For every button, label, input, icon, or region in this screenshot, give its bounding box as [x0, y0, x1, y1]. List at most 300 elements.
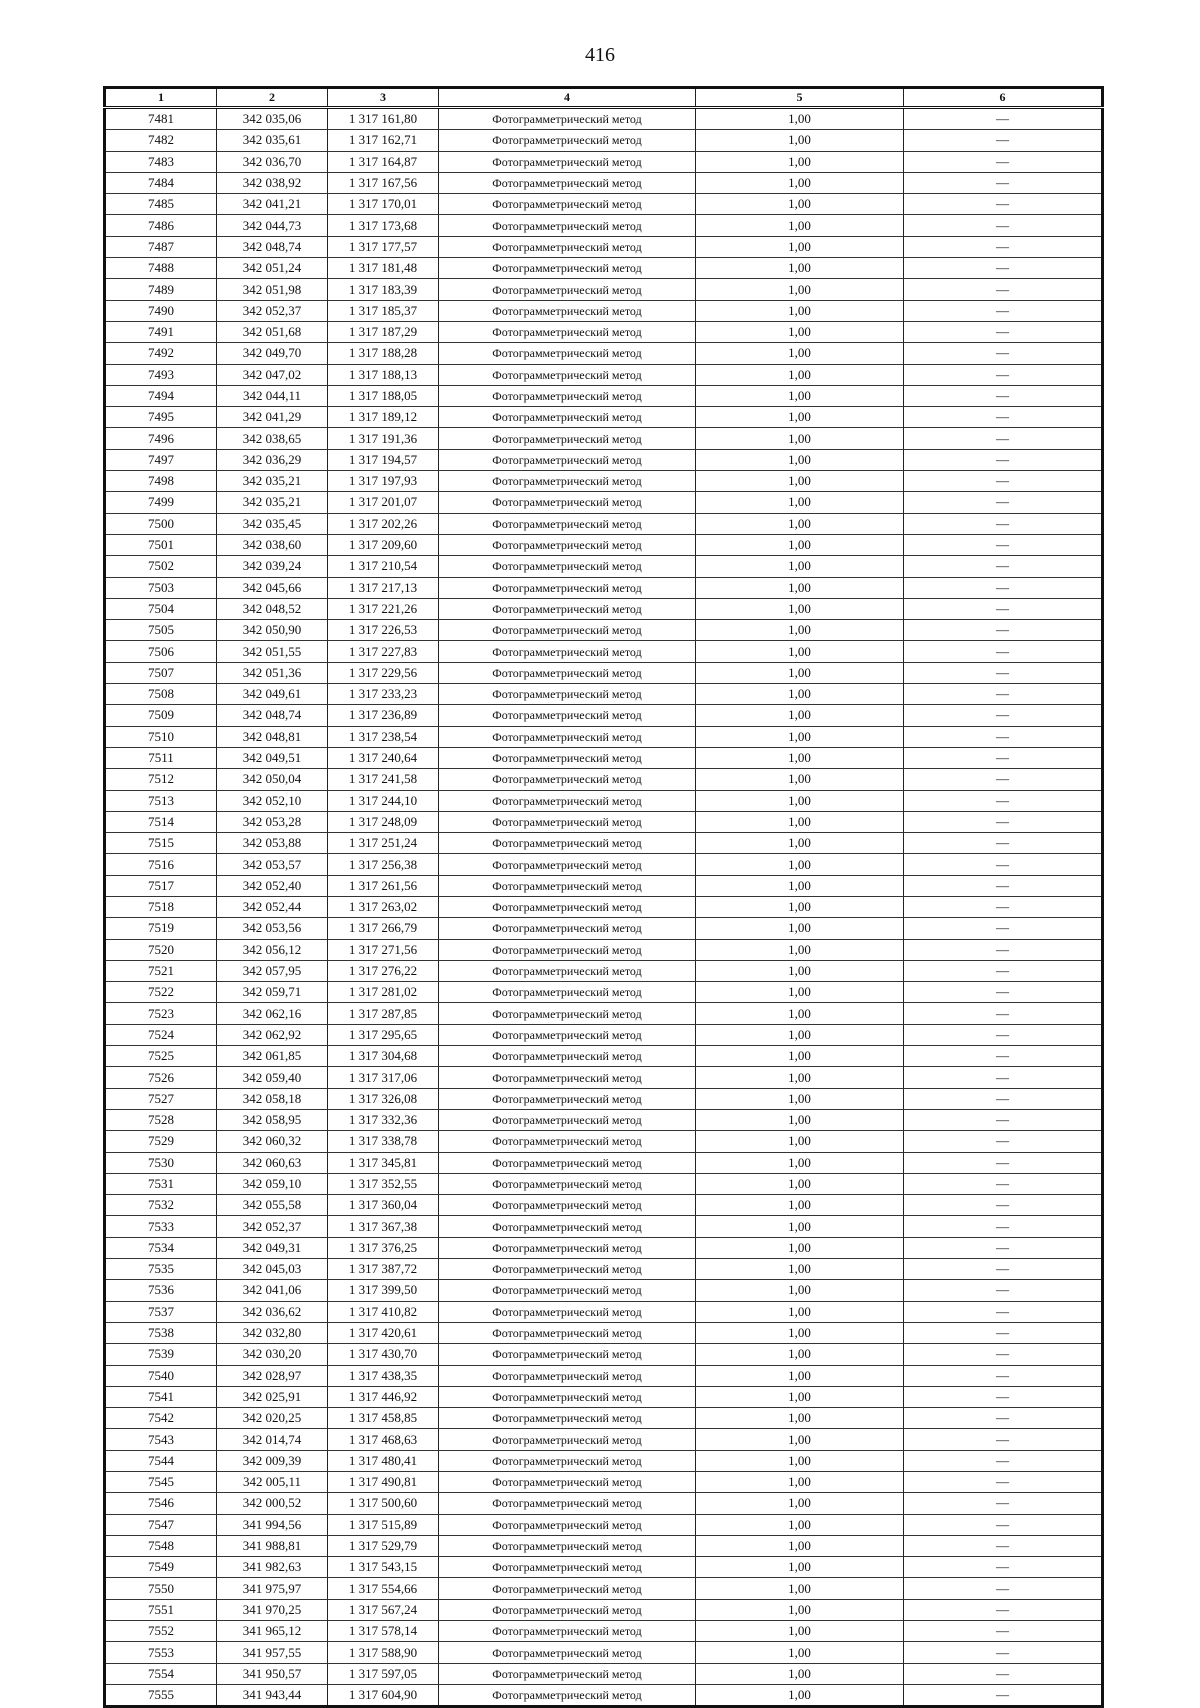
- cell-y-coordinate: 1 317 295,65: [328, 1024, 439, 1045]
- cell-x-coordinate: 342 035,45: [217, 513, 328, 534]
- cell-x-coordinate: 342 059,71: [217, 982, 328, 1003]
- cell-x-coordinate: 342 052,37: [217, 300, 328, 321]
- cell-method: Фотограмметрический метод: [439, 833, 696, 854]
- cell-x-coordinate: 342 041,29: [217, 407, 328, 428]
- table-row: [105, 1642, 1103, 1663]
- table-row: [105, 960, 1103, 981]
- cell-accuracy: 1,00: [696, 130, 904, 151]
- cell-x-coordinate: 342 052,10: [217, 790, 328, 811]
- table-row: [105, 705, 1103, 726]
- cell-point-number: 7530: [105, 1152, 217, 1173]
- cell-accuracy: 1,00: [696, 684, 904, 705]
- cell-y-coordinate: 1 317 420,61: [328, 1322, 439, 1343]
- column-header-note: 6: [904, 88, 1103, 108]
- table-row: [105, 513, 1103, 534]
- cell-point-number: 7520: [105, 939, 217, 960]
- cell-point-number: 7528: [105, 1109, 217, 1130]
- cell-accuracy: 1,00: [696, 172, 904, 193]
- cell-note: —: [904, 385, 1103, 406]
- cell-x-coordinate: 342 038,92: [217, 172, 328, 193]
- cell-y-coordinate: 1 317 183,39: [328, 279, 439, 300]
- cell-x-coordinate: 342 058,18: [217, 1088, 328, 1109]
- table-row: [105, 1493, 1103, 1514]
- table-row: [105, 1386, 1103, 1407]
- cell-note: —: [904, 982, 1103, 1003]
- cell-point-number: 7543: [105, 1429, 217, 1450]
- cell-note: —: [904, 1621, 1103, 1642]
- cell-y-coordinate: 1 317 430,70: [328, 1344, 439, 1365]
- cell-accuracy: 1,00: [696, 896, 904, 917]
- cell-note: —: [904, 1067, 1103, 1088]
- cell-method: Фотограмметрический метод: [439, 1237, 696, 1258]
- cell-x-coordinate: 342 049,61: [217, 684, 328, 705]
- cell-method: Фотограмметрический метод: [439, 364, 696, 385]
- cell-x-coordinate: 342 044,11: [217, 385, 328, 406]
- cell-point-number: 7546: [105, 1493, 217, 1514]
- cell-point-number: 7495: [105, 407, 217, 428]
- cell-accuracy: 1,00: [696, 598, 904, 619]
- cell-y-coordinate: 1 317 210,54: [328, 556, 439, 577]
- cell-method: Фотограмметрический метод: [439, 960, 696, 981]
- cell-y-coordinate: 1 317 468,63: [328, 1429, 439, 1450]
- cell-note: —: [904, 1365, 1103, 1386]
- cell-method: Фотограмметрический метод: [439, 321, 696, 342]
- cell-note: —: [904, 1663, 1103, 1684]
- cell-accuracy: 1,00: [696, 1535, 904, 1556]
- cell-point-number: 7517: [105, 875, 217, 896]
- cell-method: Фотограмметрический метод: [439, 1408, 696, 1429]
- cell-method: Фотограмметрический метод: [439, 194, 696, 215]
- cell-accuracy: 1,00: [696, 1237, 904, 1258]
- cell-y-coordinate: 1 317 543,15: [328, 1557, 439, 1578]
- cell-note: —: [904, 343, 1103, 364]
- cell-x-coordinate: 342 032,80: [217, 1322, 328, 1343]
- table-row: [105, 896, 1103, 917]
- cell-y-coordinate: 1 317 197,93: [328, 471, 439, 492]
- cell-note: —: [904, 811, 1103, 832]
- cell-note: —: [904, 556, 1103, 577]
- cell-method: Фотограмметрический метод: [439, 769, 696, 790]
- cell-y-coordinate: 1 317 221,26: [328, 598, 439, 619]
- cell-y-coordinate: 1 317 588,90: [328, 1642, 439, 1663]
- cell-point-number: 7501: [105, 534, 217, 555]
- cell-y-coordinate: 1 317 367,38: [328, 1216, 439, 1237]
- cell-point-number: 7518: [105, 896, 217, 917]
- cell-y-coordinate: 1 317 515,89: [328, 1514, 439, 1535]
- cell-accuracy: 1,00: [696, 747, 904, 768]
- cell-note: —: [904, 1152, 1103, 1173]
- cell-y-coordinate: 1 317 194,57: [328, 449, 439, 470]
- table-row: [105, 641, 1103, 662]
- cell-point-number: 7524: [105, 1024, 217, 1045]
- cell-accuracy: 1,00: [696, 1450, 904, 1471]
- table-row: [105, 1514, 1103, 1535]
- cell-point-number: 7491: [105, 321, 217, 342]
- table-header: [105, 88, 1103, 108]
- cell-point-number: 7506: [105, 641, 217, 662]
- table-row: [105, 556, 1103, 577]
- cell-accuracy: 1,00: [696, 1003, 904, 1024]
- cell-y-coordinate: 1 317 238,54: [328, 726, 439, 747]
- cell-point-number: 7507: [105, 662, 217, 683]
- cell-x-coordinate: 342 052,40: [217, 875, 328, 896]
- cell-y-coordinate: 1 317 248,09: [328, 811, 439, 832]
- cell-method: Фотограмметрический метод: [439, 1472, 696, 1493]
- cell-accuracy: 1,00: [696, 1067, 904, 1088]
- cell-accuracy: 1,00: [696, 1557, 904, 1578]
- cell-x-coordinate: 342 025,91: [217, 1386, 328, 1407]
- cell-note: —: [904, 364, 1103, 385]
- cell-y-coordinate: 1 317 201,07: [328, 492, 439, 513]
- cell-point-number: 7550: [105, 1578, 217, 1599]
- cell-accuracy: 1,00: [696, 918, 904, 939]
- cell-accuracy: 1,00: [696, 1046, 904, 1067]
- table-row: [105, 811, 1103, 832]
- cell-point-number: 7552: [105, 1621, 217, 1642]
- cell-note: —: [904, 833, 1103, 854]
- cell-x-coordinate: 342 050,04: [217, 769, 328, 790]
- cell-point-number: 7548: [105, 1535, 217, 1556]
- cell-x-coordinate: 342 051,24: [217, 258, 328, 279]
- cell-x-coordinate: 342 048,52: [217, 598, 328, 619]
- cell-x-coordinate: 342 020,25: [217, 1408, 328, 1429]
- table-row: [105, 1131, 1103, 1152]
- cell-method: Фотограмметрический метод: [439, 939, 696, 960]
- cell-point-number: 7497: [105, 449, 217, 470]
- cell-x-coordinate: 342 051,68: [217, 321, 328, 342]
- cell-note: —: [904, 747, 1103, 768]
- cell-point-number: 7515: [105, 833, 217, 854]
- cell-x-coordinate: 341 957,55: [217, 1642, 328, 1663]
- cell-method: Фотограмметрический метод: [439, 300, 696, 321]
- cell-x-coordinate: 342 051,98: [217, 279, 328, 300]
- cell-accuracy: 1,00: [696, 194, 904, 215]
- cell-note: —: [904, 769, 1103, 790]
- cell-y-coordinate: 1 317 173,68: [328, 215, 439, 236]
- cell-y-coordinate: 1 317 233,23: [328, 684, 439, 705]
- cell-y-coordinate: 1 317 287,85: [328, 1003, 439, 1024]
- table-row: [105, 982, 1103, 1003]
- cell-point-number: 7492: [105, 343, 217, 364]
- cell-note: —: [904, 1684, 1103, 1706]
- cell-accuracy: 1,00: [696, 1131, 904, 1152]
- table-row: [105, 1046, 1103, 1067]
- cell-accuracy: 1,00: [696, 1599, 904, 1620]
- cell-point-number: 7504: [105, 598, 217, 619]
- table-row: [105, 1365, 1103, 1386]
- cell-accuracy: 1,00: [696, 428, 904, 449]
- cell-y-coordinate: 1 317 332,36: [328, 1109, 439, 1130]
- cell-y-coordinate: 1 317 458,85: [328, 1408, 439, 1429]
- cell-accuracy: 1,00: [696, 1280, 904, 1301]
- cell-note: —: [904, 918, 1103, 939]
- cell-note: —: [904, 1046, 1103, 1067]
- cell-accuracy: 1,00: [696, 1365, 904, 1386]
- cell-note: —: [904, 1024, 1103, 1045]
- cell-point-number: 7481: [105, 108, 217, 130]
- cell-point-number: 7532: [105, 1195, 217, 1216]
- cell-note: —: [904, 726, 1103, 747]
- table-row: [105, 471, 1103, 492]
- table-row: [105, 1088, 1103, 1109]
- cell-method: Фотограмметрический метод: [439, 896, 696, 917]
- cell-x-coordinate: 342 035,21: [217, 492, 328, 513]
- cell-y-coordinate: 1 317 438,35: [328, 1365, 439, 1386]
- page-number: 416: [585, 44, 615, 66]
- cell-accuracy: 1,00: [696, 151, 904, 172]
- cell-point-number: 7489: [105, 279, 217, 300]
- cell-method: Фотограмметрический метод: [439, 428, 696, 449]
- table-row: [105, 1003, 1103, 1024]
- cell-x-coordinate: 342 053,56: [217, 918, 328, 939]
- cell-method: Фотограмметрический метод: [439, 577, 696, 598]
- cell-y-coordinate: 1 317 304,68: [328, 1046, 439, 1067]
- cell-y-coordinate: 1 317 191,36: [328, 428, 439, 449]
- cell-note: —: [904, 1280, 1103, 1301]
- cell-point-number: 7487: [105, 236, 217, 257]
- cell-method: Фотограмметрический метод: [439, 471, 696, 492]
- cell-y-coordinate: 1 317 529,79: [328, 1535, 439, 1556]
- table-row: [105, 151, 1103, 172]
- cell-point-number: 7484: [105, 172, 217, 193]
- cell-note: —: [904, 939, 1103, 960]
- cell-note: —: [904, 598, 1103, 619]
- cell-x-coordinate: 342 048,81: [217, 726, 328, 747]
- table-row: [105, 854, 1103, 875]
- cell-note: —: [904, 1109, 1103, 1130]
- cell-note: —: [904, 1344, 1103, 1365]
- cell-accuracy: 1,00: [696, 939, 904, 960]
- cell-y-coordinate: 1 317 170,01: [328, 194, 439, 215]
- cell-accuracy: 1,00: [696, 300, 904, 321]
- cell-point-number: 7496: [105, 428, 217, 449]
- cell-point-number: 7525: [105, 1046, 217, 1067]
- cell-note: —: [904, 236, 1103, 257]
- table-row: [105, 449, 1103, 470]
- cell-x-coordinate: 342 055,58: [217, 1195, 328, 1216]
- cell-y-coordinate: 1 317 188,13: [328, 364, 439, 385]
- table-row: [105, 769, 1103, 790]
- cell-y-coordinate: 1 317 241,58: [328, 769, 439, 790]
- cell-x-coordinate: 342 052,44: [217, 896, 328, 917]
- cell-note: —: [904, 1195, 1103, 1216]
- cell-accuracy: 1,00: [696, 790, 904, 811]
- cell-accuracy: 1,00: [696, 1386, 904, 1407]
- cell-x-coordinate: 342 048,74: [217, 705, 328, 726]
- cell-method: Фотограмметрический метод: [439, 982, 696, 1003]
- column-header-method: 4: [439, 88, 696, 108]
- cell-accuracy: 1,00: [696, 492, 904, 513]
- cell-accuracy: 1,00: [696, 471, 904, 492]
- cell-accuracy: 1,00: [696, 1344, 904, 1365]
- cell-x-coordinate: 342 048,74: [217, 236, 328, 257]
- table-row: [105, 598, 1103, 619]
- cell-method: Фотограмметрический метод: [439, 279, 696, 300]
- cell-method: Фотограмметрический метод: [439, 1344, 696, 1365]
- table-row: [105, 1535, 1103, 1556]
- cell-method: Фотограмметрический метод: [439, 1024, 696, 1045]
- table-row: [105, 364, 1103, 385]
- cell-point-number: 7514: [105, 811, 217, 832]
- cell-x-coordinate: 341 994,56: [217, 1514, 328, 1535]
- cell-accuracy: 1,00: [696, 662, 904, 683]
- cell-point-number: 7519: [105, 918, 217, 939]
- cell-x-coordinate: 342 036,70: [217, 151, 328, 172]
- cell-accuracy: 1,00: [696, 534, 904, 555]
- cell-method: Фотограмметрический метод: [439, 1003, 696, 1024]
- cell-x-coordinate: 342 036,29: [217, 449, 328, 470]
- cell-note: —: [904, 1003, 1103, 1024]
- cell-x-coordinate: 342 041,06: [217, 1280, 328, 1301]
- cell-point-number: 7542: [105, 1408, 217, 1429]
- cell-note: —: [904, 1642, 1103, 1663]
- cell-x-coordinate: 342 059,10: [217, 1173, 328, 1194]
- cell-note: —: [904, 151, 1103, 172]
- cell-y-coordinate: 1 317 188,28: [328, 343, 439, 364]
- table-row: [105, 236, 1103, 257]
- table-row: [105, 172, 1103, 193]
- cell-method: Фотограмметрический метод: [439, 449, 696, 470]
- cell-method: Фотограмметрический метод: [439, 1131, 696, 1152]
- cell-accuracy: 1,00: [696, 1259, 904, 1280]
- cell-method: Фотограмметрический метод: [439, 790, 696, 811]
- table-row: [105, 300, 1103, 321]
- table-row: [105, 343, 1103, 364]
- cell-point-number: 7493: [105, 364, 217, 385]
- cell-note: —: [904, 705, 1103, 726]
- cell-x-coordinate: 342 005,11: [217, 1472, 328, 1493]
- cell-method: Фотограмметрический метод: [439, 620, 696, 641]
- cell-note: —: [904, 1237, 1103, 1258]
- cell-method: Фотограмметрический метод: [439, 598, 696, 619]
- cell-point-number: 7502: [105, 556, 217, 577]
- cell-note: —: [904, 1535, 1103, 1556]
- cell-note: —: [904, 108, 1103, 130]
- cell-y-coordinate: 1 317 376,25: [328, 1237, 439, 1258]
- cell-accuracy: 1,00: [696, 1493, 904, 1514]
- cell-x-coordinate: 342 053,88: [217, 833, 328, 854]
- cell-method: Фотограмметрический метод: [439, 1259, 696, 1280]
- table-row: [105, 662, 1103, 683]
- cell-x-coordinate: 342 051,55: [217, 641, 328, 662]
- cell-note: —: [904, 896, 1103, 917]
- cell-note: —: [904, 492, 1103, 513]
- cell-x-coordinate: 342 057,95: [217, 960, 328, 981]
- cell-accuracy: 1,00: [696, 1322, 904, 1343]
- cell-x-coordinate: 342 044,73: [217, 215, 328, 236]
- cell-method: Фотограмметрический метод: [439, 1386, 696, 1407]
- cell-accuracy: 1,00: [696, 321, 904, 342]
- cell-y-coordinate: 1 317 251,24: [328, 833, 439, 854]
- cell-x-coordinate: 342 047,02: [217, 364, 328, 385]
- cell-point-number: 7483: [105, 151, 217, 172]
- cell-accuracy: 1,00: [696, 641, 904, 662]
- cell-accuracy: 1,00: [696, 1429, 904, 1450]
- cell-x-coordinate: 342 056,12: [217, 939, 328, 960]
- cell-note: —: [904, 407, 1103, 428]
- cell-x-coordinate: 342 049,31: [217, 1237, 328, 1258]
- cell-method: Фотограмметрический метод: [439, 1365, 696, 1386]
- cell-point-number: 7549: [105, 1557, 217, 1578]
- cell-accuracy: 1,00: [696, 1301, 904, 1322]
- cell-y-coordinate: 1 317 317,06: [328, 1067, 439, 1088]
- cell-point-number: 7545: [105, 1472, 217, 1493]
- cell-y-coordinate: 1 317 181,48: [328, 258, 439, 279]
- cell-x-coordinate: 342 062,92: [217, 1024, 328, 1045]
- cell-method: Фотограмметрический метод: [439, 1621, 696, 1642]
- cell-note: —: [904, 1386, 1103, 1407]
- cell-accuracy: 1,00: [696, 577, 904, 598]
- table-row: [105, 407, 1103, 428]
- cell-accuracy: 1,00: [696, 726, 904, 747]
- cell-method: Фотограмметрический метод: [439, 258, 696, 279]
- cell-method: Фотограмметрический метод: [439, 172, 696, 193]
- cell-y-coordinate: 1 317 185,37: [328, 300, 439, 321]
- cell-x-coordinate: 341 970,25: [217, 1599, 328, 1620]
- cell-note: —: [904, 790, 1103, 811]
- cell-method: Фотограмметрический метод: [439, 1046, 696, 1067]
- cell-point-number: 7494: [105, 385, 217, 406]
- cell-x-coordinate: 342 014,74: [217, 1429, 328, 1450]
- cell-accuracy: 1,00: [696, 364, 904, 385]
- cell-accuracy: 1,00: [696, 982, 904, 1003]
- cell-y-coordinate: 1 317 187,29: [328, 321, 439, 342]
- cell-x-coordinate: 342 060,32: [217, 1131, 328, 1152]
- cell-point-number: 7547: [105, 1514, 217, 1535]
- cell-method: Фотограмметрический метод: [439, 1088, 696, 1109]
- cell-note: —: [904, 662, 1103, 683]
- cell-y-coordinate: 1 317 256,38: [328, 854, 439, 875]
- cell-method: Фотограмметрический метод: [439, 1301, 696, 1322]
- cell-x-coordinate: 342 035,06: [217, 108, 328, 130]
- cell-y-coordinate: 1 317 597,05: [328, 1663, 439, 1684]
- cell-note: —: [904, 1259, 1103, 1280]
- cell-y-coordinate: 1 317 490,81: [328, 1472, 439, 1493]
- table-row: [105, 918, 1103, 939]
- table-row: [105, 1408, 1103, 1429]
- cell-accuracy: 1,00: [696, 705, 904, 726]
- cell-point-number: 7526: [105, 1067, 217, 1088]
- cell-x-coordinate: 342 053,57: [217, 854, 328, 875]
- column-header-point-number: 1: [105, 88, 217, 108]
- cell-y-coordinate: 1 317 578,14: [328, 1621, 439, 1642]
- cell-x-coordinate: 342 062,16: [217, 1003, 328, 1024]
- cell-point-number: 7488: [105, 258, 217, 279]
- cell-accuracy: 1,00: [696, 385, 904, 406]
- cell-y-coordinate: 1 317 167,56: [328, 172, 439, 193]
- cell-y-coordinate: 1 317 189,12: [328, 407, 439, 428]
- cell-y-coordinate: 1 317 162,71: [328, 130, 439, 151]
- cell-accuracy: 1,00: [696, 1408, 904, 1429]
- cell-accuracy: 1,00: [696, 833, 904, 854]
- cell-accuracy: 1,00: [696, 1109, 904, 1130]
- table-row: [105, 875, 1103, 896]
- cell-x-coordinate: 342 045,03: [217, 1259, 328, 1280]
- cell-y-coordinate: 1 317 240,64: [328, 747, 439, 768]
- cell-y-coordinate: 1 317 360,04: [328, 1195, 439, 1216]
- cell-method: Фотограмметрический метод: [439, 875, 696, 896]
- cell-point-number: 7534: [105, 1237, 217, 1258]
- cell-method: Фотограмметрический метод: [439, 1429, 696, 1450]
- cell-x-coordinate: 342 060,63: [217, 1152, 328, 1173]
- cell-accuracy: 1,00: [696, 769, 904, 790]
- cell-point-number: 7537: [105, 1301, 217, 1322]
- table-row: [105, 279, 1103, 300]
- cell-accuracy: 1,00: [696, 1024, 904, 1045]
- cell-x-coordinate: 342 045,66: [217, 577, 328, 598]
- table-row: [105, 1450, 1103, 1471]
- coordinates-table: [103, 86, 1104, 1708]
